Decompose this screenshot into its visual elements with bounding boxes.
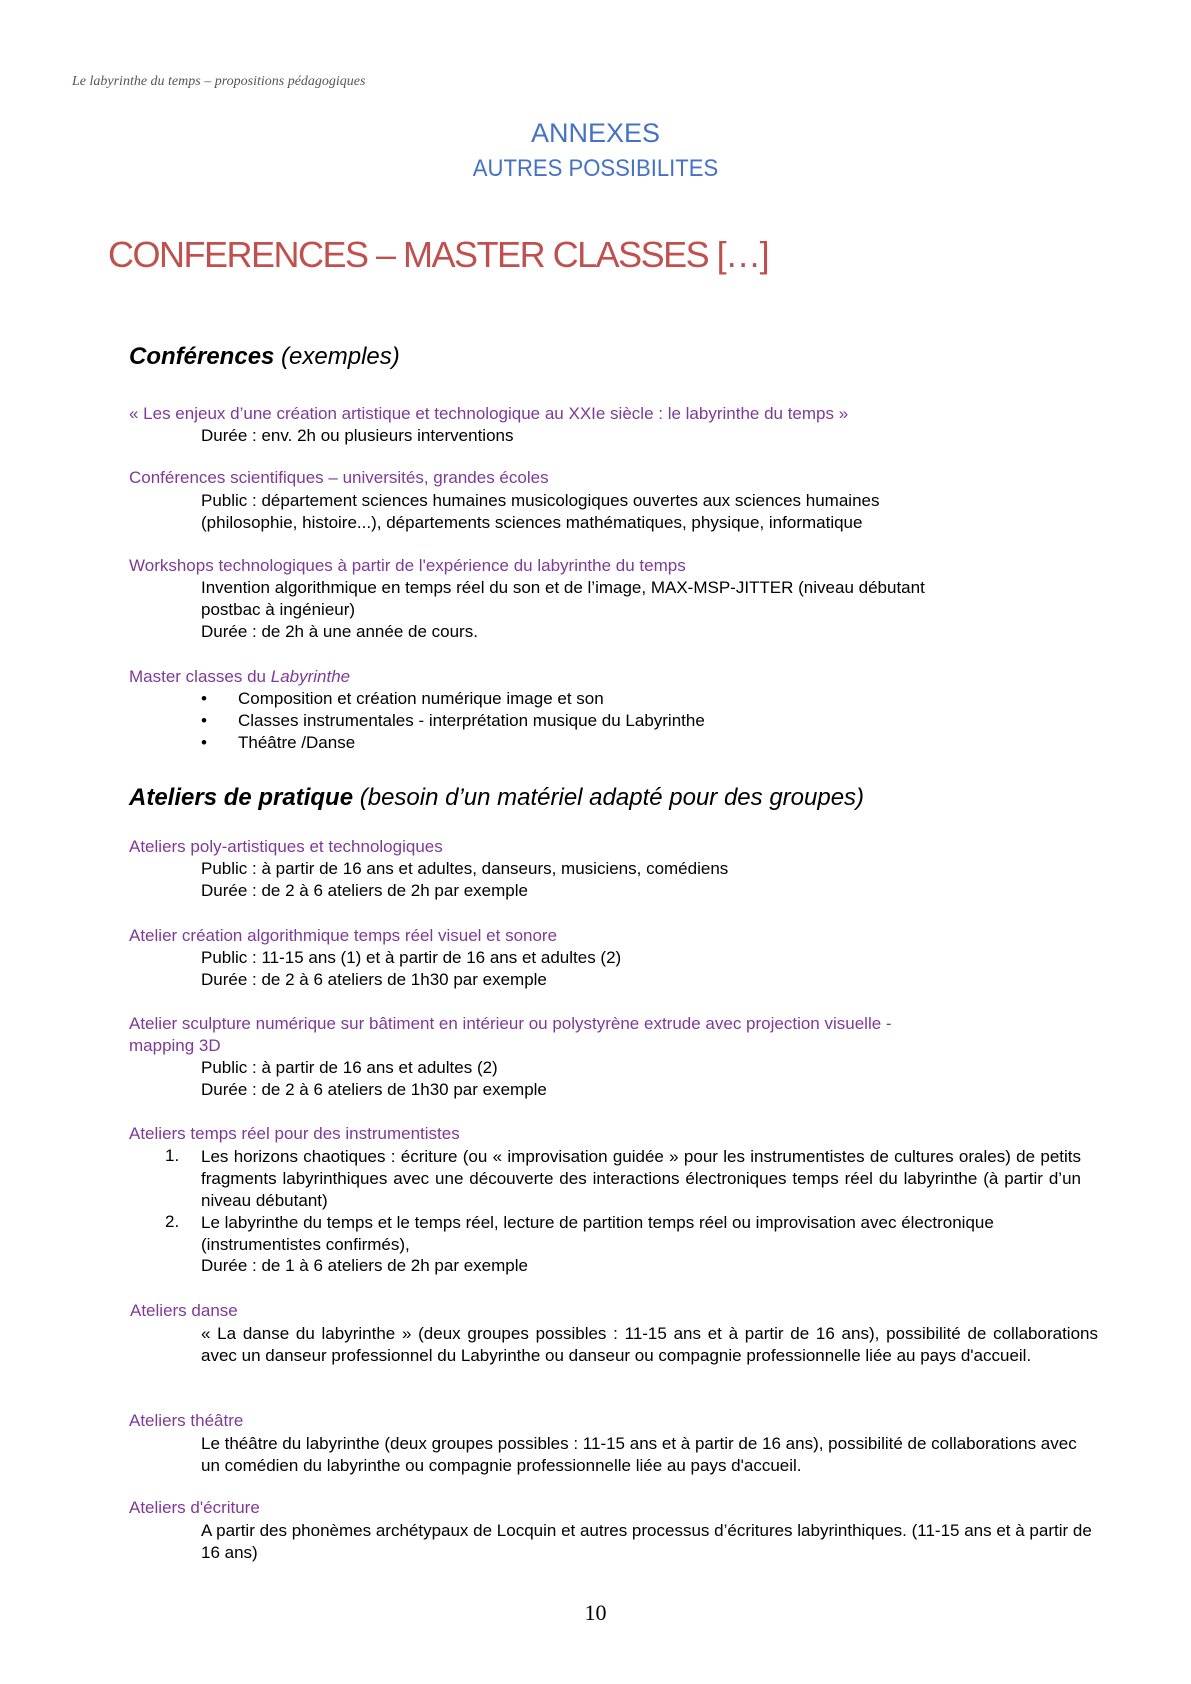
numbered-item-text: Le labyrinthe du temps et le temps réel, lecture de partition temps réel ou improvisation avec électronique (instrumentistes confirmés),	[201, 1213, 994, 1254]
ateliers-heading	[129, 784, 864, 812]
atelier-title: Ateliers d'écriture	[129, 1498, 260, 1517]
conferences-heading-bold: Conférences	[129, 343, 275, 370]
atelier-title: mapping 3D	[129, 1036, 221, 1055]
bullet-glyph: •	[201, 711, 207, 730]
page-title: CONFERENCES – MASTER CLASSES […]	[108, 234, 769, 275]
atelier-line: Public : à partir de 16 ans et adultes (2)	[201, 1058, 498, 1077]
workshop-line: Durée : de 2h à une année de cours.	[201, 622, 478, 641]
running-header: Le labyrinthe du temps – propositions pédagogiques	[72, 74, 366, 89]
numbered-item-text: Les horizons chaotiques : écriture (ou « improvisation guidée » pour les instrumentistes de cultures orales) de petits fragments labyrinthiques avec une découverte des interactions électroniques temps réel du labyrinthe (à partir d’un niveau débutant)	[201, 1147, 1081, 1210]
ateliers-heading-bold: Ateliers de pratique	[129, 784, 354, 811]
atelier-title: Atelier création algorithmique temps réel visuel et sonore	[129, 926, 558, 945]
ateliers-heading-rest: (besoin d’un matériel adapté pour des groupes)	[353, 784, 865, 811]
atelier-line: Public : à partir de 16 ans et adultes, danseurs, musiciens, comédiens	[201, 859, 729, 878]
master-classes-prefix: Master classes du	[129, 667, 271, 686]
conferences-heading	[129, 343, 400, 371]
conferences-heading-rest: (exemples)	[274, 343, 400, 370]
workshop-line: Invention algorithmique en temps réel du son et de l’image, MAX-MSP-JITTER (niveau débutant	[201, 578, 925, 597]
annex-title: ANNEXES	[530, 118, 661, 148]
atelier-line: Public : 11-15 ans (1) et à partir de 16 ans et adultes (2)	[201, 948, 622, 967]
master-class-bullet-item	[201, 711, 705, 731]
master-classes-title	[129, 667, 350, 687]
conference-item-line: Public : département sciences humaines musicologiques ouvertes aux sciences humaines	[201, 491, 880, 510]
conference-item-line: (philosophie, histoire...), départements sciences mathématiques, physique, informatique	[201, 513, 863, 532]
atelier-title: Ateliers théâtre	[129, 1411, 244, 1430]
atelier-paragraph: A partir des phonèmes archétypaux de Locquin et autres processus d’écritures labyrinthiques. (11-15 ans et à partir de 16 ans)	[201, 1521, 1092, 1562]
atelier-title: Ateliers temps réel pour des instrumentistes	[129, 1124, 460, 1143]
bullet-glyph: •	[201, 689, 207, 708]
workshop-title: Workshops technologiques à partir de l'expérience du labyrinthe du temps	[129, 556, 686, 575]
atelier-line: Durée : de 2 à 6 ateliers de 1h30 par exemple	[201, 1080, 547, 1099]
conference-item-title: « Les enjeux d’une création artistique et technologique au XXIe siècle : le labyrinthe du temps »	[129, 404, 849, 423]
list-number: 1.	[165, 1146, 180, 1165]
master-classes-italic: Labyrinthe	[270, 667, 351, 686]
atelier-line: Durée : de 2 à 6 ateliers de 2h par exemple	[201, 881, 528, 900]
bullet-text: Théâtre /Danse	[238, 733, 356, 752]
atelier-paragraph: Le théâtre du labyrinthe (deux groupes possibles : 11-15 ans et à partir de 16 ans), possibilité de collaborations avec un comédien du labyrinthe ou compagnie professionnelle liée au pays d'accueil.	[201, 1434, 1077, 1475]
bullet-text: Composition et création numérique image et son	[238, 689, 604, 708]
master-class-bullet-item	[201, 733, 355, 753]
atelier-title: Ateliers danse	[130, 1301, 238, 1320]
atelier-line: Durée : de 2 à 6 ateliers de 1h30 par exemple	[201, 970, 547, 989]
master-class-bullet-item	[201, 689, 604, 709]
atelier-title: Atelier sculpture numérique sur bâtiment en intérieur ou polystyrène extrude avec projection visuelle -	[129, 1014, 892, 1033]
conference-item-line: Durée : env. 2h ou plusieurs interventions	[201, 426, 514, 445]
atelier-title: Ateliers poly-artistiques et technologiques	[129, 837, 443, 856]
list-number: 2.	[165, 1212, 180, 1231]
page-number: 10	[584, 1600, 607, 1625]
atelier-line: Durée : de 1 à 6 ateliers de 2h par exemple	[201, 1256, 528, 1275]
atelier-paragraph: « La danse du labyrinthe » (deux groupes possibles : 11-15 ans et à partir de 16 ans), possibilité de collaborations avec un danseur professionnel du Labyrinthe ou danseur ou compagnie professionnelle liée au pays d'accueil.	[201, 1324, 1098, 1365]
workshop-line: postbac à ingénieur)	[201, 600, 356, 619]
bullet-glyph: •	[201, 733, 207, 752]
conference-item-title: Conférences scientifiques – universités, grandes écoles	[129, 468, 549, 487]
annex-subtitle: AUTRES POSSIBILITES	[472, 155, 719, 182]
bullet-text: Classes instrumentales - interprétation musique du Labyrinthe	[238, 711, 705, 730]
